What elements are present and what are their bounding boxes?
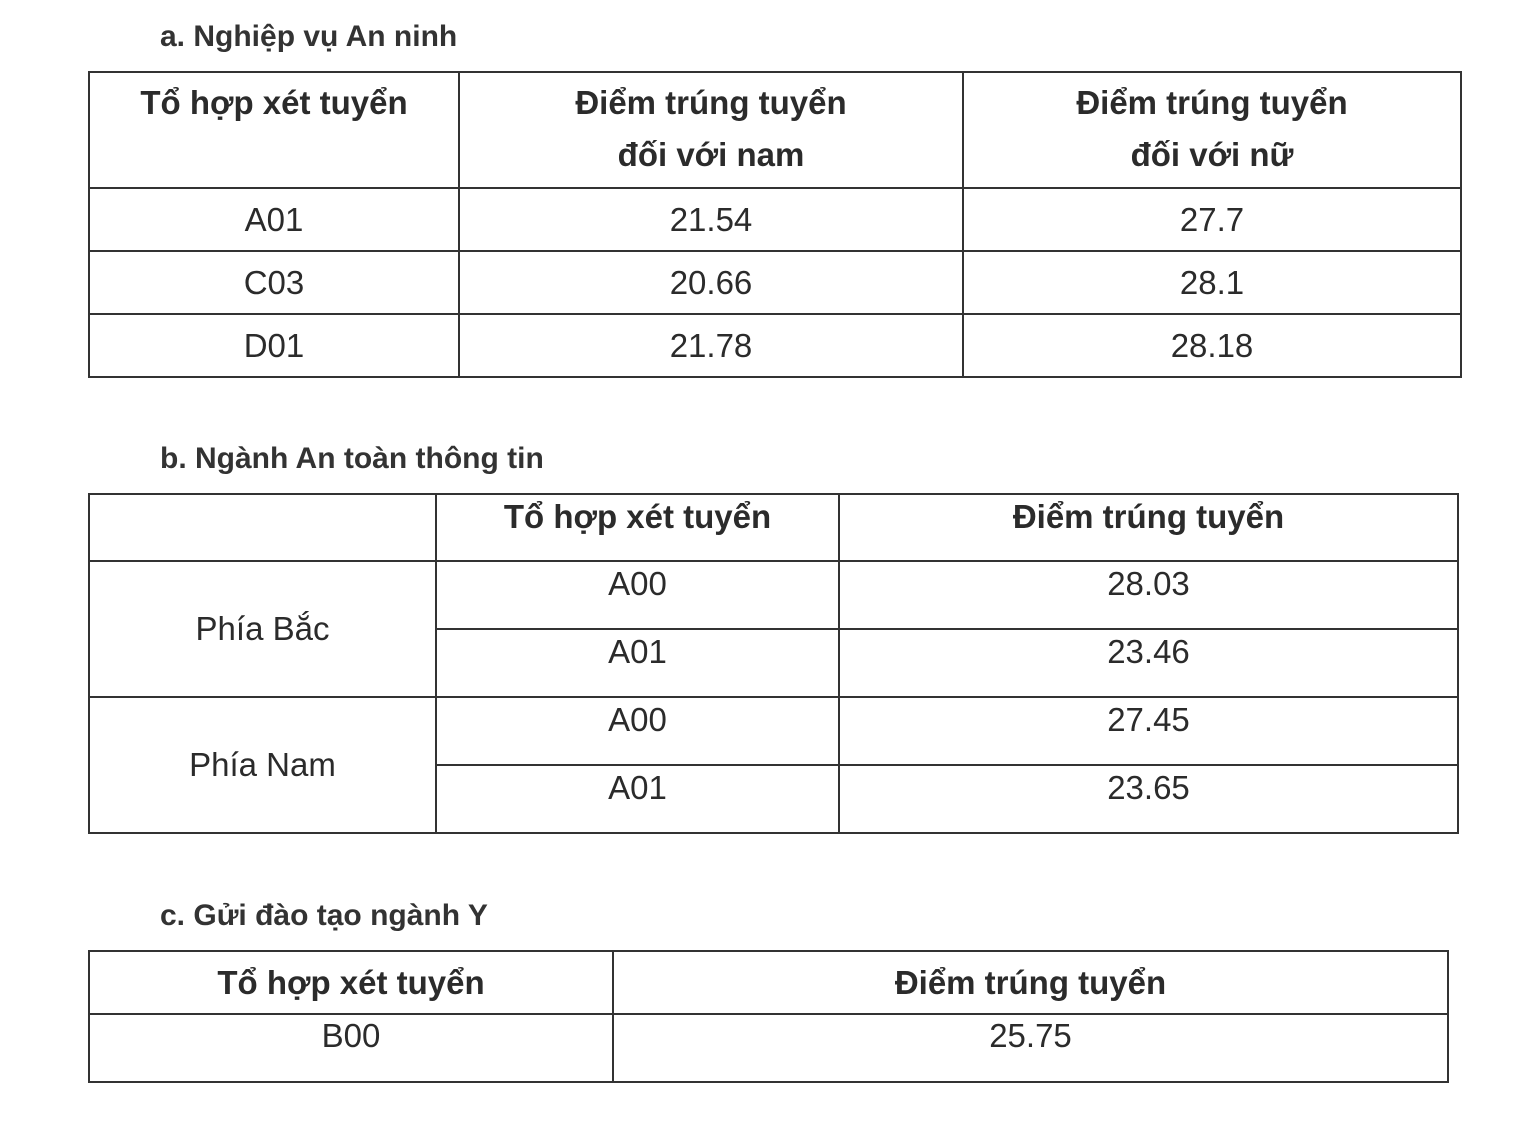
header-cell: [89, 72, 459, 188]
table-header-row: [89, 494, 1458, 561]
section-a-title: a. Nghiệp vụ An ninh: [160, 20, 458, 53]
header-cell: Điểm trúng tuyển: [839, 494, 1458, 561]
region-cell: Phía Bắc: [89, 561, 436, 697]
cell: 21.54: [459, 188, 963, 251]
header-text: Tổ hợp xét tuyển: [140, 84, 408, 121]
table-row: [89, 314, 1461, 377]
cell: A00: [436, 561, 839, 629]
cell: 20.66: [459, 251, 963, 314]
header-text: Điểm trúng tuyển: [1076, 84, 1348, 121]
table-row: [89, 1014, 1448, 1082]
table-row: [89, 561, 1458, 629]
section-b-title: b. Ngành An toàn thông tin: [160, 442, 544, 475]
header-cell: [459, 72, 963, 188]
header-cell: [963, 72, 1461, 188]
section-c-title: c. Gửi đào tạo ngành Y: [160, 899, 488, 932]
header-cell: Tổ hợp xét tuyển: [436, 494, 839, 561]
header-cell: Điểm trúng tuyển: [613, 951, 1448, 1014]
region-cell: Phía Nam: [89, 697, 436, 833]
cell: 28.03: [839, 561, 1458, 629]
cell: 28.1: [963, 251, 1461, 314]
cell: 28.18: [963, 314, 1461, 377]
cell: 27.7: [963, 188, 1461, 251]
cell: C03: [89, 251, 459, 314]
table-an-toan-thong-tin: [88, 493, 1459, 834]
cell: B00: [89, 1014, 613, 1082]
table-row: [89, 188, 1461, 251]
cell: 23.46: [839, 629, 1458, 697]
table-nghiep-vu-an-ninh: [88, 71, 1462, 378]
cell: 23.65: [839, 765, 1458, 833]
table-gui-dao-tao-nganh-y: [88, 950, 1449, 1083]
cell: 27.45: [839, 697, 1458, 765]
cell: A01: [89, 188, 459, 251]
table-row: [89, 251, 1461, 314]
header-cell: [89, 494, 436, 561]
cell: A01: [436, 629, 839, 697]
cell: 21.78: [459, 314, 963, 377]
header-cell: Tổ hợp xét tuyển: [89, 951, 613, 1014]
header-text: Điểm trúng tuyển: [575, 84, 847, 121]
header-text: đối với nam: [617, 136, 805, 173]
cell: D01: [89, 314, 459, 377]
cell: A00: [436, 697, 839, 765]
table-header-row: [89, 951, 1448, 1014]
cell: A01: [436, 765, 839, 833]
cell: 25.75: [613, 1014, 1448, 1082]
header-text: đối với nữ: [1130, 136, 1294, 173]
table-row: [89, 697, 1458, 765]
table-header-row: [89, 72, 1461, 188]
